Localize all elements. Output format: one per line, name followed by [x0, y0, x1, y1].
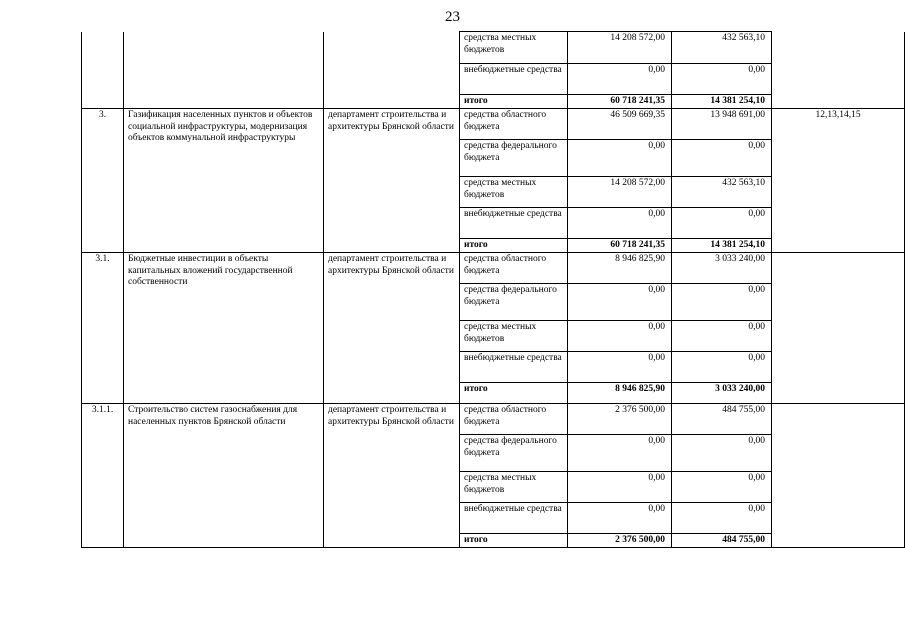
executor-cell: департамент строительства и архитектуры Брянской области	[324, 109, 460, 253]
item-number-cell: 3.1.1.	[82, 404, 124, 548]
value-cell: 432 563,10	[672, 32, 772, 64]
item-number-cell: 3.1.	[82, 253, 124, 404]
item-number-cell: 3.	[82, 109, 124, 253]
funding-source: средства областного бюджета	[460, 253, 568, 284]
value-cell: 14 208 572,00	[568, 32, 672, 64]
value-cell: 0,00	[568, 321, 672, 352]
indicators-cell	[772, 32, 905, 109]
funding-source: внебюджетные средства	[460, 208, 568, 239]
value-cell: 0,00	[672, 503, 772, 534]
value-cell: 0,00	[672, 64, 772, 95]
value-cell: 14 208 572,00	[568, 177, 672, 208]
value-cell: 13 948 691,00	[672, 109, 772, 140]
funding-source: итого	[460, 534, 568, 548]
value-cell: 0,00	[672, 321, 772, 352]
indicators-cell	[772, 253, 905, 404]
item-name-cell	[124, 32, 324, 109]
value-cell: 14 381 254,10	[672, 95, 772, 109]
executor-cell: департамент строительства и архитектуры Брянской области	[324, 404, 460, 548]
funding-source: средства местных бюджетов	[460, 321, 568, 352]
value-cell: 8 946 825,90	[568, 383, 672, 404]
funding-source: средства областного бюджета	[460, 404, 568, 435]
indicators-cell	[772, 404, 905, 548]
budget-table	[81, 31, 905, 548]
value-cell: 0,00	[672, 472, 772, 503]
value-cell: 0,00	[672, 284, 772, 321]
value-cell: 0,00	[672, 352, 772, 383]
item-name-cell: Строительство систем газоснабжения для населенных пунктов Брянской области	[124, 404, 324, 548]
funding-source: средства местных бюджетов	[460, 472, 568, 503]
value-cell: 0,00	[568, 352, 672, 383]
value-cell: 0,00	[568, 503, 672, 534]
funding-source: средства федерального бюджета	[460, 284, 568, 321]
item-name-cell: Бюджетные инвестиции в объекты капитальных вложений государственной собственности	[124, 253, 324, 404]
funding-source: внебюджетные средства	[460, 352, 568, 383]
value-cell: 3 033 240,00	[672, 253, 772, 284]
funding-source: внебюджетные средства	[460, 64, 568, 95]
page-number: 23	[445, 9, 460, 25]
value-cell: 0,00	[672, 140, 772, 177]
executor-cell: департамент строительства и архитектуры Брянской области	[324, 253, 460, 404]
table-row	[82, 32, 905, 64]
funding-source: средства федерального бюджета	[460, 140, 568, 177]
funding-source: итого	[460, 383, 568, 404]
value-cell: 60 718 241,35	[568, 95, 672, 109]
funding-source: средства областного бюджета	[460, 109, 568, 140]
value-cell: 0,00	[672, 435, 772, 472]
item-name-cell: Газификация населенных пунктов и объектов социальной инфраструктуры, модернизация объектов коммунальной инфраструктуры	[124, 109, 324, 253]
value-cell: 432 563,10	[672, 177, 772, 208]
value-cell: 2 376 500,00	[568, 404, 672, 435]
value-cell: 60 718 241,35	[568, 239, 672, 253]
table-row	[82, 109, 905, 140]
value-cell: 46 509 669,35	[568, 109, 672, 140]
funding-source: итого	[460, 239, 568, 253]
value-cell: 0,00	[568, 435, 672, 472]
value-cell: 0,00	[568, 140, 672, 177]
value-cell: 0,00	[568, 284, 672, 321]
funding-source: средства местных бюджетов	[460, 32, 568, 64]
value-cell: 3 033 240,00	[672, 383, 772, 404]
value-cell: 8 946 825,90	[568, 253, 672, 284]
table-row	[82, 404, 905, 435]
item-number-cell	[82, 32, 124, 109]
value-cell: 0,00	[568, 64, 672, 95]
table-row	[82, 253, 905, 284]
value-cell: 0,00	[568, 472, 672, 503]
funding-source: итого	[460, 95, 568, 109]
indicators-cell: 12,13,14,15	[772, 109, 905, 253]
value-cell: 484 755,00	[672, 404, 772, 435]
value-cell: 0,00	[568, 208, 672, 239]
funding-source: внебюджетные средства	[460, 503, 568, 534]
value-cell: 14 381 254,10	[672, 239, 772, 253]
value-cell: 484 755,00	[672, 534, 772, 548]
value-cell: 0,00	[672, 208, 772, 239]
value-cell: 2 376 500,00	[568, 534, 672, 548]
executor-cell	[324, 32, 460, 109]
funding-source: средства федерального бюджета	[460, 435, 568, 472]
funding-source: средства местных бюджетов	[460, 177, 568, 208]
